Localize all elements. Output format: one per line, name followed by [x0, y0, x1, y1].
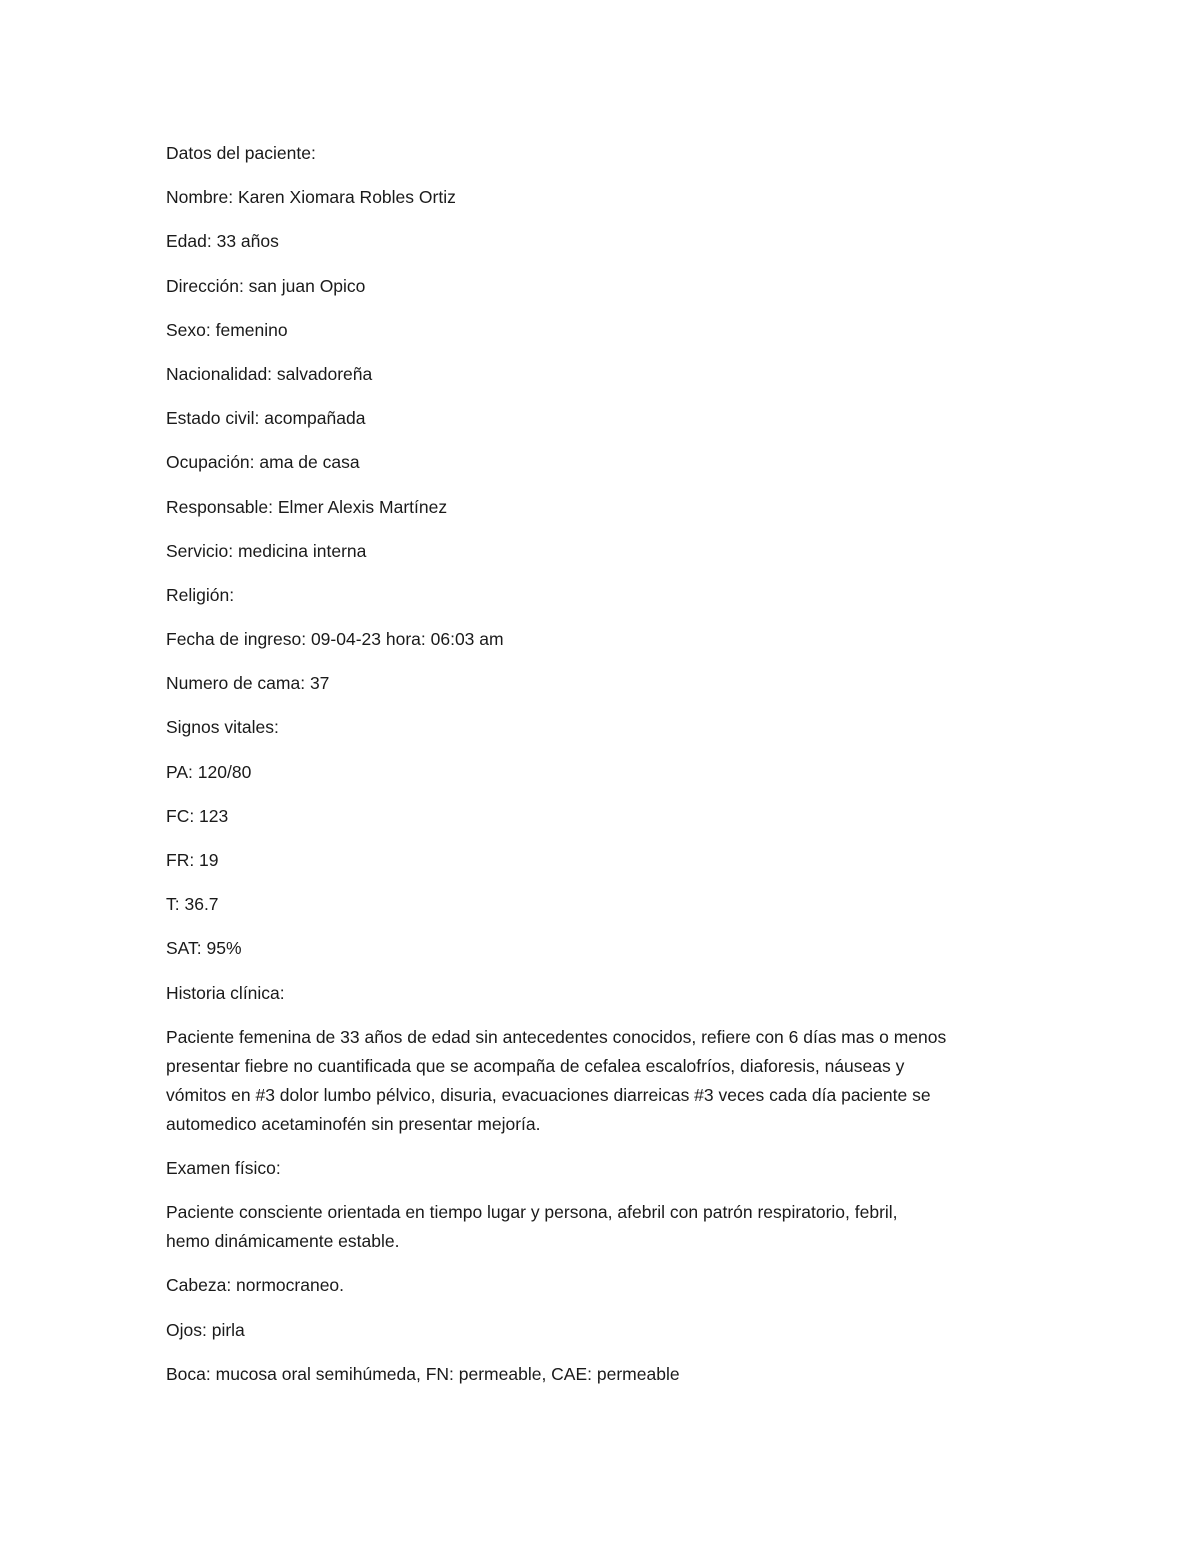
- section-heading-examen: Examen físico:: [166, 1157, 281, 1178]
- historia-line: automedico acetaminofén sin presentar mejoría.: [166, 1113, 541, 1134]
- field-fecha-ingreso: Fecha de ingreso: 09-04-23 hora: 06:03 am: [166, 629, 504, 650]
- section-heading-historia: Historia clínica:: [166, 982, 285, 1003]
- field-edad: Edad: 33 años: [166, 231, 279, 252]
- historia-line: vómitos en #3 dolor lumbo pélvico, disuria, evacuaciones diarreicas #3 veces cada día paciente se: [166, 1084, 931, 1105]
- field-direccion: Dirección: san juan Opico: [166, 275, 366, 296]
- field-boca: Boca: mucosa oral semihúmeda, FN: permeable, CAE: permeable: [166, 1363, 680, 1384]
- field-religion: Religión:: [166, 584, 235, 605]
- field-cabeza: Cabeza: normocraneo.: [166, 1275, 345, 1296]
- examen-line: hemo dinámicamente estable.: [166, 1231, 400, 1252]
- examen-paragraph: [166, 1198, 1046, 1256]
- field-nombre: Nombre: Karen Xiomara Robles Ortiz: [166, 187, 456, 208]
- vital-pa: PA: 120/80: [166, 761, 252, 782]
- vital-t: T: 36.7: [166, 894, 219, 915]
- vital-fc: FC: 123: [166, 805, 229, 826]
- vital-fr: FR: 19: [166, 850, 219, 870]
- field-nacionalidad: Nacionalidad: salvadoreña: [166, 363, 373, 384]
- field-numero-cama: Numero de cama: 37: [166, 673, 330, 694]
- field-responsable: Responsable: Elmer Alexis Martínez: [166, 496, 448, 517]
- historia-line: Paciente femenina de 33 años de edad sin antecedentes conocidos, refiere con 6 días mas o menos: [166, 1026, 947, 1047]
- vital-sat: SAT: 95%: [166, 938, 242, 959]
- field-servicio: Servicio: medicina interna: [166, 540, 367, 561]
- field-sexo: Sexo: femenino: [166, 319, 288, 340]
- examen-line: Paciente consciente orientada en tiempo lugar y persona, afebril con patrón respiratorio, febril,: [166, 1202, 898, 1223]
- document-page: [166, 139, 1046, 1404]
- field-ojos: Ojos: pirla: [166, 1319, 245, 1340]
- historia-line: presentar fiebre no cuantificada que se acompaña de cefalea escalofríos, diaforesis, náuseas y: [166, 1055, 905, 1076]
- section-heading-signos: Signos vitales:: [166, 717, 279, 738]
- section-heading-datos: Datos del paciente:: [166, 143, 316, 163]
- field-estado-civil: Estado civil: acompañada: [166, 408, 366, 429]
- historia-paragraph: [166, 1023, 1046, 1139]
- field-ocupacion: Ocupación: ama de casa: [166, 452, 360, 473]
